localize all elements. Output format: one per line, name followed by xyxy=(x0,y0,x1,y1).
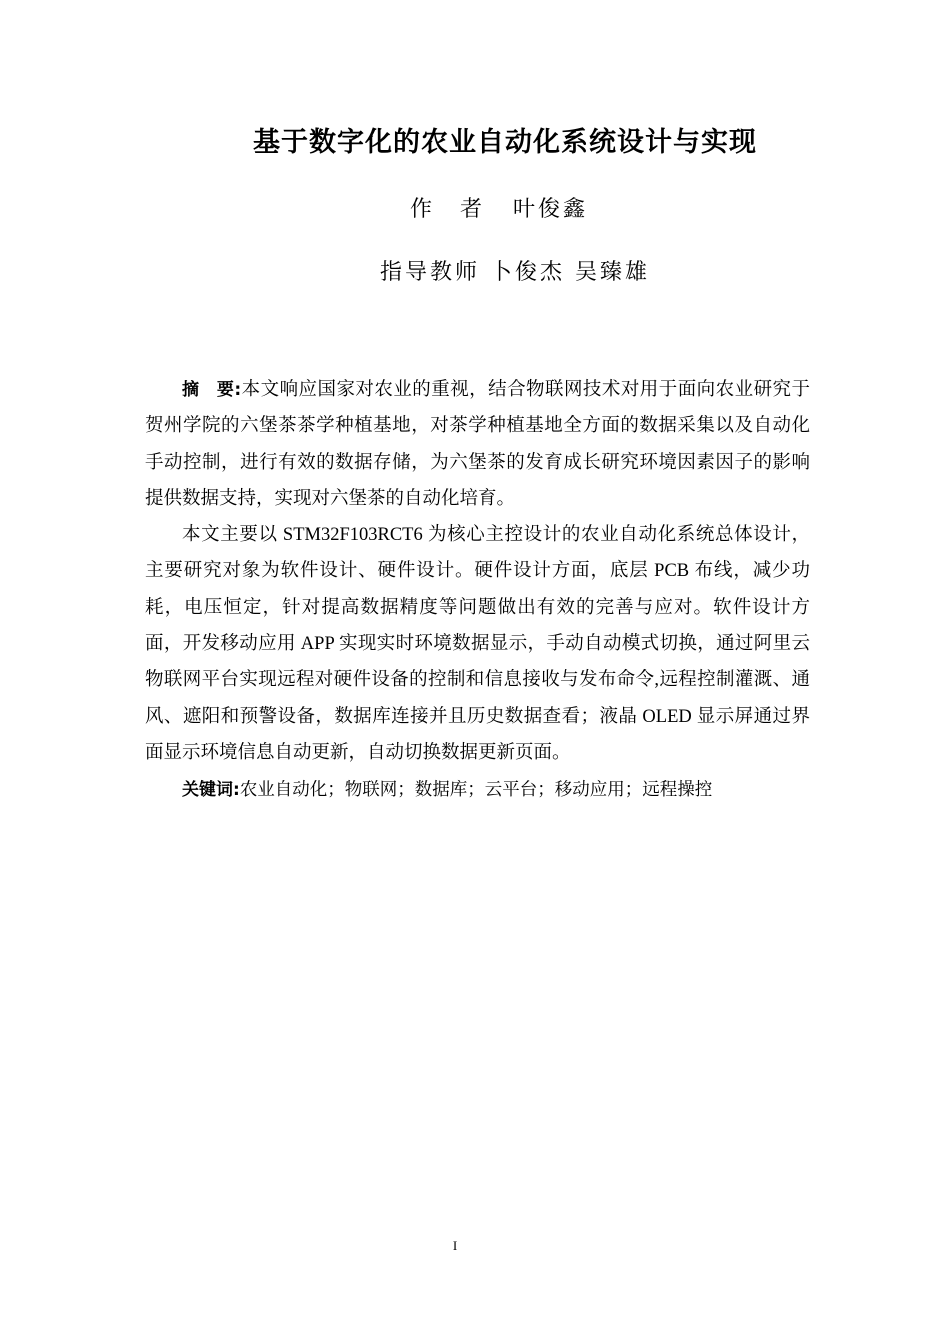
abstract-label: 摘 要: xyxy=(182,380,242,400)
keywords-line xyxy=(145,771,810,808)
advisor-label: 指导教师 xyxy=(380,260,481,285)
abstract-paragraph-2 xyxy=(145,517,810,771)
keywords-text: 农业自动化；物联网；数据库；云平台；移动应用；远程操控 xyxy=(239,779,713,800)
advisor-names: 卜俊杰 吴臻雄 xyxy=(490,260,651,285)
abstract-text-2: 本文主要以 STM32F103RCT6 为核心主控设计的农业自动化系统总体设计，主要研究对象为软件设计、硬件设计。硬件设计方面，底层 PCB 布线，减少功耗，电压恒定，针对提高数据精度等问题做出有效的完善与应对。软件设计方面，开发移动应用 APP 实现实时环境数据显示，手动自动模式切换，通过阿里云物联网平台实现远程对硬件设备的控制和信息接收与发布命令,远程控制灌溉、通风、遮阳和预警设备，数据库连接并且历史数据查看；液晶 OLED 显示屏通过界面显示环境信息自动更新，自动切换数据更新页面。 xyxy=(145,525,810,763)
keywords-label: 关键词: xyxy=(182,780,240,801)
abstract-text-1: 本文响应国家对农业的重视，结合物联网技术对用于面向农业研究于贺州学院的六堡茶茶学种植基地，对茶学种植基地全方面的数据采集以及自动化手动控制，进行有效的数据存储，为六堡茶的发育成长研究环境因素因子的影响提供数据支持，实现对六堡茶的自动化培育。 xyxy=(145,380,810,509)
paper-title: 基于数字化的农业自动化系统设计与实现 xyxy=(253,127,757,158)
advisor-line xyxy=(380,255,650,286)
page-number: I xyxy=(452,1238,458,1253)
author-name: 叶俊鑫 xyxy=(513,197,589,222)
author-line xyxy=(410,192,588,223)
author-label: 作 者 xyxy=(410,197,486,222)
abstract-paragraph-1 xyxy=(145,372,810,517)
abstract-section xyxy=(145,372,810,809)
